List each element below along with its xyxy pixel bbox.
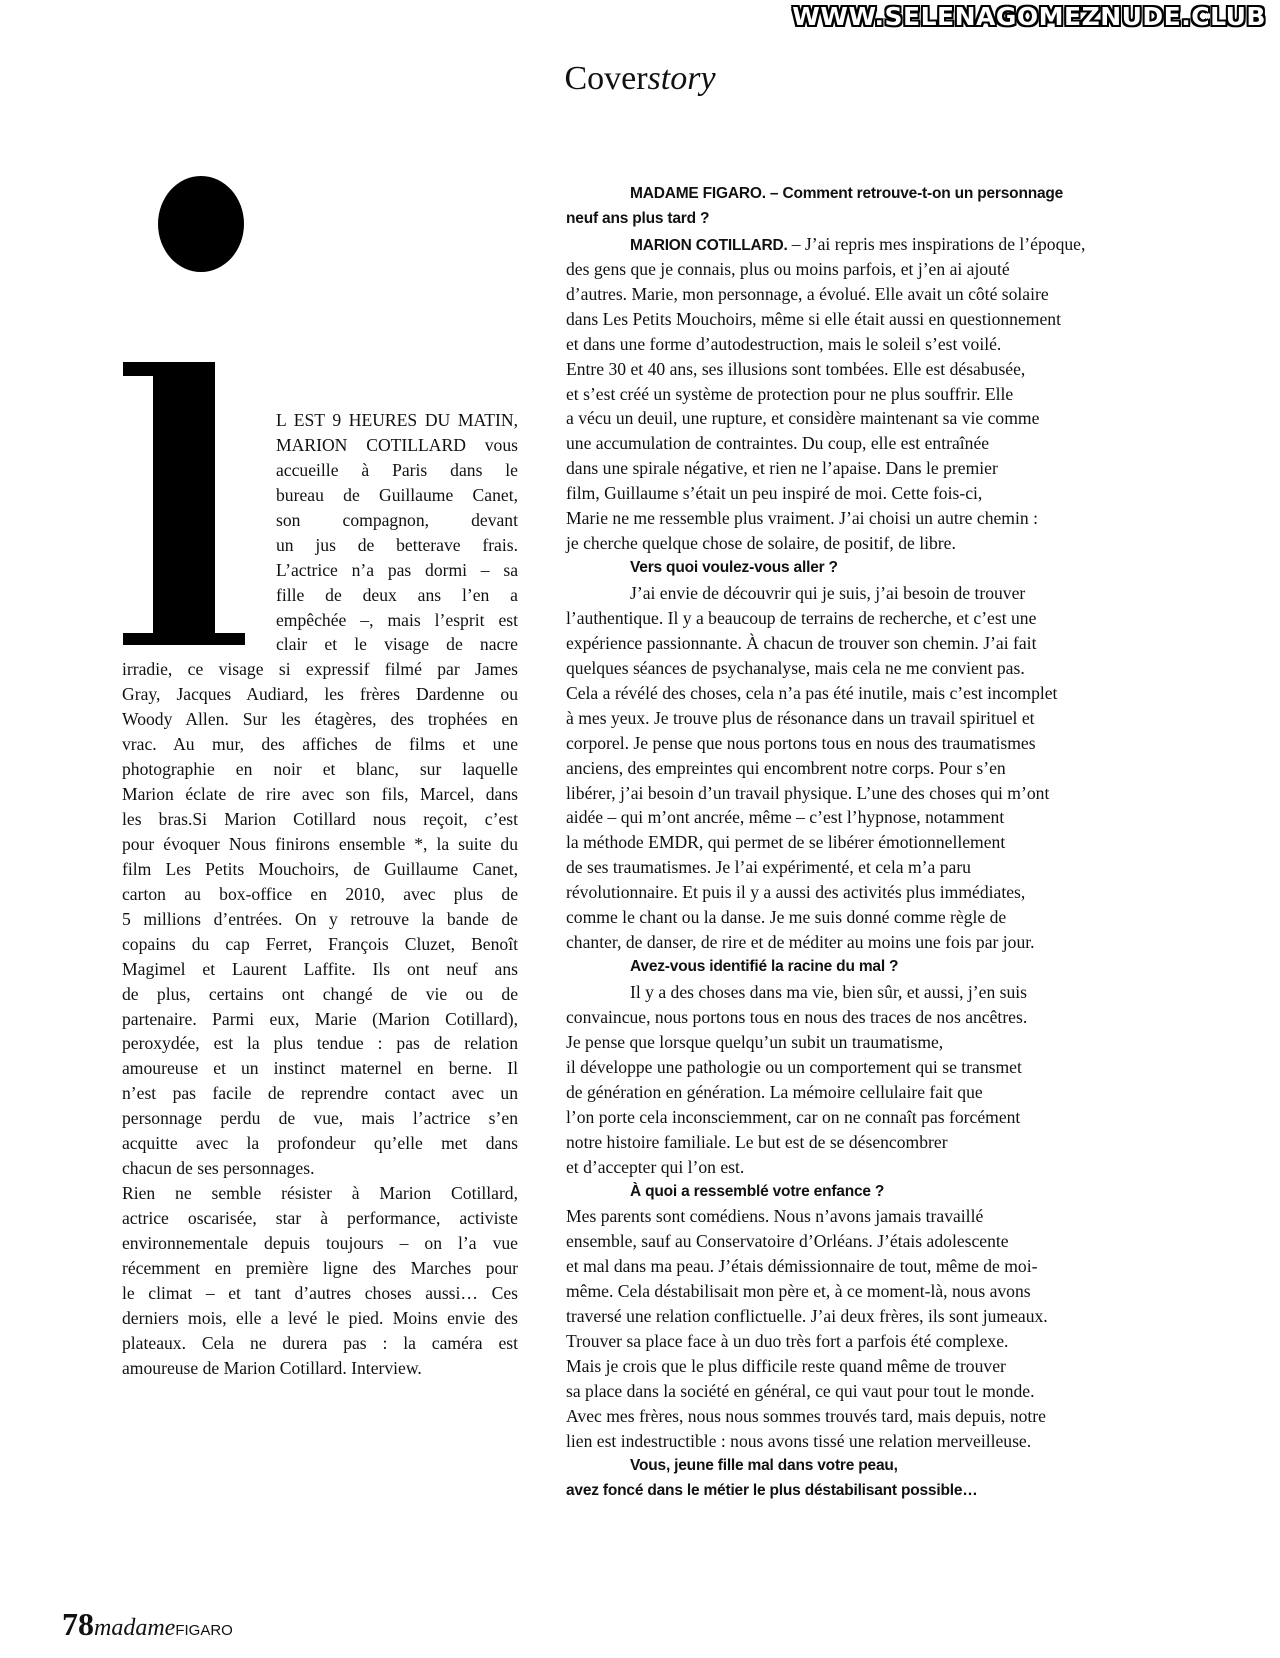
page-footer (62, 1606, 233, 1643)
intro-line: L EST 9 HEURES DU MATIN, (276, 410, 518, 430)
intro-line: irradie, ce visage si expressif filmé par James (122, 659, 518, 680)
answer-line: il développe une pathologie ou un comportement qui se transmet (566, 1056, 1022, 1077)
answer-line: la méthode EMDR, qui permet de se libérer émotionnellement (566, 832, 1006, 853)
intro-line: vrac. Au mur, des affiches de films et une (122, 734, 518, 755)
brand-madame: madame (94, 1615, 176, 1641)
intro-line: le climat – et tant d’autres choses aussi… Ces (122, 1282, 518, 1303)
intro-line: n’est pas facile de reprendre contact avec un (122, 1083, 518, 1104)
answer-line: convaincue, nous portons tous en nous des traces de nos ancêtres. (566, 1006, 1028, 1027)
section-title-story: story (647, 60, 716, 97)
intro-line: environnementale depuis toujours – on l’a vue (122, 1232, 518, 1253)
answer-line: anciens, des empreintes qui encombrent notre corps. Pour s’en (566, 757, 1006, 778)
answer-line: d’autres. Marie, mon personnage, a évolué. Elle avait un côté solaire (566, 283, 1049, 304)
answer-line: J’ai envie de découvrir qui je suis, j’ai besoin de trouver (630, 583, 1026, 603)
question-line: Vous, jeune fille mal dans votre peau, (630, 1456, 898, 1474)
intro-line: personnage perdu de vue, mais l’actrice s’en (122, 1108, 518, 1129)
answer-line: Mes parents sont comédiens. Nous n’avons jamais travaillé (566, 1206, 984, 1227)
answer-line: traversé une relation conflictuelle. J’ai deux frères, ils sont jumeaux. (566, 1306, 1048, 1327)
intro-line: empêchée –, mais l’esprit est (276, 609, 518, 630)
answer-line: une accumulation de contraintes. Du coup, elle est entraînée (566, 433, 990, 454)
intro-line: amoureuse et un instinct maternel en berne. Il (122, 1058, 518, 1079)
intro-line: amoureuse de Marion Cotillard. Interview. (122, 1357, 422, 1378)
intro-line: MARION COTILLARD vous (276, 434, 518, 455)
answer-line: et s’est créé un système de protection pour ne plus souffrir. Elle (566, 383, 1014, 404)
answer-line: quelques séances de psychanalyse, mais cela ne me convient pas. (566, 657, 1025, 678)
answer-line: dans une spirale négative, et rien ne l’apaise. Dans le premier (566, 458, 998, 479)
intro-line: copains du cap Ferret, François Cluzet, Benoît (122, 933, 518, 954)
question-line: neuf ans plus tard ? (566, 209, 710, 227)
question-line: avez foncé dans le métier le plus déstabilisant possible… (566, 1481, 978, 1499)
intro-line: carton au box-office en 2010, avec plus de (122, 883, 518, 904)
answer-line: Entre 30 et 40 ans, ses illusions sont tombées. Elle est désabusée, (566, 358, 1026, 379)
intro-line: accueille à Paris dans le (276, 459, 518, 480)
intro-line: film Les Petits Mouchoirs, de Guillaume Canet, (122, 858, 518, 879)
intro-line: bureau de Guillaume Canet, (276, 484, 518, 505)
answer-line (566, 232, 1126, 257)
answer-line: je cherche quelque chose de solaire, de positif, de libre. (566, 533, 956, 554)
brand-figaro: FIGARO (175, 1622, 233, 1639)
intro-line: Marion éclate de rire avec son fils, Marcel, dans (122, 784, 518, 805)
question-line: À quoi a ressemblé votre enfance ? (630, 1182, 885, 1200)
intro-line: son compagnon, devant (276, 509, 518, 530)
answer-line: sa place dans la société en général, ce qui vaut pour tout le monde. (566, 1381, 1035, 1401)
answer-line: et mal dans ma peau. J’étais démissionnaire de tout, même de moi- (566, 1256, 1038, 1277)
intro-line: pour évoquer Nous finirons ensemble *, la suite du (122, 833, 518, 854)
answer-line: aidée – qui m’ont ancrée, même – c’est l’hypnose, notamment (566, 807, 1005, 828)
answer-line: Trouver sa place face à un duo très fort a parfois été complexe. (566, 1331, 1009, 1352)
answer-line: et dans une forme d’autodestruction, mais le soleil s’est voilé. (566, 333, 1002, 354)
answer-text: – J’ai repris mes inspirations de l’époque, (791, 233, 1086, 254)
answer-line: l’authentique. Il y a beaucoup de terrains de recherche, et c’est une (566, 607, 1037, 628)
interview-column (566, 182, 1126, 1504)
question-line: MADAME FIGARO. – Comment retrouve-t-on un personnage (630, 185, 1064, 202)
watermark-text: WWW.SELENAGOMEZNUDE.CLUB (792, 2, 1266, 31)
answer-line: l’on porte cela inconsciemment, car on ne connaît pas forcément (566, 1106, 1021, 1127)
answer-line: Je pense que lorsque quelqu’un subit un traumatisme, (566, 1031, 944, 1052)
intro-line: actrice oscarisée, star à performance, activiste (122, 1208, 518, 1228)
intro-line: de plus, certains ont changé de vie ou de (122, 983, 518, 1004)
intro-line: Gray, Jacques Audiard, les frères Dardenne ou (122, 684, 518, 705)
answer-line: des gens que je connais, plus ou moins parfois, et j’en ai ajouté (566, 258, 1010, 279)
answer-line: de génération en génération. La mémoire cellulaire fait que (566, 1081, 983, 1102)
section-title-cover: Cover (564, 60, 648, 97)
answer-line: expérience passionnante. À chacun de trouver son chemin. J’ai fait (566, 632, 1037, 653)
section-title (0, 60, 1280, 98)
intro-line: derniers mois, elle a levé le pied. Moins envie des (122, 1307, 518, 1328)
answer-line: comme le chant ou la danse. Je me suis donné comme règle de (566, 907, 1007, 928)
answer-line: film, Guillaume s’était un peu inspiré de moi. Cette fois-ci, (566, 483, 983, 504)
answer-line: ensemble, sauf au Conservatoire d’Orléans. J’étais adolescente (566, 1231, 1009, 1252)
answer-line: a vécu un deuil, une rupture, et considère maintenant sa vie comme (566, 408, 1040, 429)
answer-line: corporel. Je pense que nous portons tous en nous des traumatismes (566, 732, 1036, 753)
intro-line: les bras.Si Marion Cotillard nous reçoit, c’est (122, 809, 518, 829)
answer-line: révolutionnaire. Et puis il y a aussi des activités plus immédiates, (566, 882, 1026, 903)
intro-line: peroxydée, est la plus tendue : pas de relation (122, 1033, 518, 1054)
intro-line: Magimel et Laurent Laffite. Ils ont neuf ans (122, 958, 518, 979)
intro-line: fille de deux ans l’en a (276, 584, 518, 605)
intro-line: plateaux. Cela ne durera pas : la caméra est (122, 1332, 518, 1353)
answer-line: Il y a des choses dans ma vie, bien sûr, et aussi, j’en suis (630, 982, 1028, 1002)
speaker-label: MARION COTILLARD. (630, 236, 792, 254)
answer-line: Avec mes frères, nous nous sommes trouvés tard, mais depuis, notre (566, 1405, 1046, 1426)
intro-line: 5 millions d’entrées. On y retrouve la bande de (122, 908, 518, 929)
intro-line: clair et le visage de nacre (276, 634, 518, 655)
intro-line: partenaire. Parmi eux, Marie (Marion Cotillard), (122, 1008, 518, 1029)
answer-line: notre histoire familiale. Le but est de se désencombrer (566, 1131, 948, 1152)
answer-line: libérer, j’ai besoin d’un travail physique. L’une des choses qui m’ont (566, 782, 1050, 803)
answer-line: et d’accepter qui l’on est. (566, 1156, 745, 1177)
intro-line: un jus de betterave frais. (276, 534, 518, 555)
intro-line: Woody Allen. Sur les étagères, des trophées en (122, 709, 518, 730)
answer-line: de ses traumatismes. Je l’ai expérimenté, et cela m’a paru (566, 857, 971, 878)
question-line: Avez-vous identifié la racine du mal ? (630, 958, 899, 976)
intro-line: photographie en noir et blanc, sur laquelle (122, 759, 518, 780)
page-number: 78 (62, 1606, 94, 1642)
intro-column (122, 408, 518, 1381)
answer-line: même. Cela déstabilisait mon père et, à ce moment-là, nous avons (566, 1281, 1031, 1302)
intro-line: chacun de ses personnages. (122, 1158, 315, 1179)
intro-line: L’actrice n’a pas dormi – sa (276, 559, 518, 580)
answer-line: Marie ne me ressemble plus vraiment. J’ai choisi un autre chemin : (566, 508, 1038, 529)
intro-line: acquitte avec la profondeur qu’elle met dans (122, 1133, 518, 1154)
intro-line: Rien ne semble résister à Marion Cotillard, (122, 1183, 518, 1204)
answer-line: Cela a révélé des choses, cela n’a pas été inutile, mais c’est incomplet (566, 682, 1058, 703)
question-line: Vers quoi voulez-vous aller ? (630, 559, 838, 577)
answer-line: lien est indestructible : nous avons tissé une relation merveilleuse. (566, 1430, 1032, 1451)
answer-line: chanter, de danser, de rire et de méditer au moins une fois par jour. (566, 932, 1035, 953)
answer-line: dans Les Petits Mouchoirs, même si elle était aussi en questionnement (566, 308, 1061, 329)
answer-line: à mes yeux. Je trouve plus de résonance dans un travail spirituel et (566, 707, 1035, 728)
dropcap-dot (158, 176, 244, 272)
intro-line: récemment en première ligne des Marches pour (122, 1257, 518, 1278)
answer-line: Mais je crois que le plus difficile reste quand même de trouver (566, 1356, 1006, 1377)
